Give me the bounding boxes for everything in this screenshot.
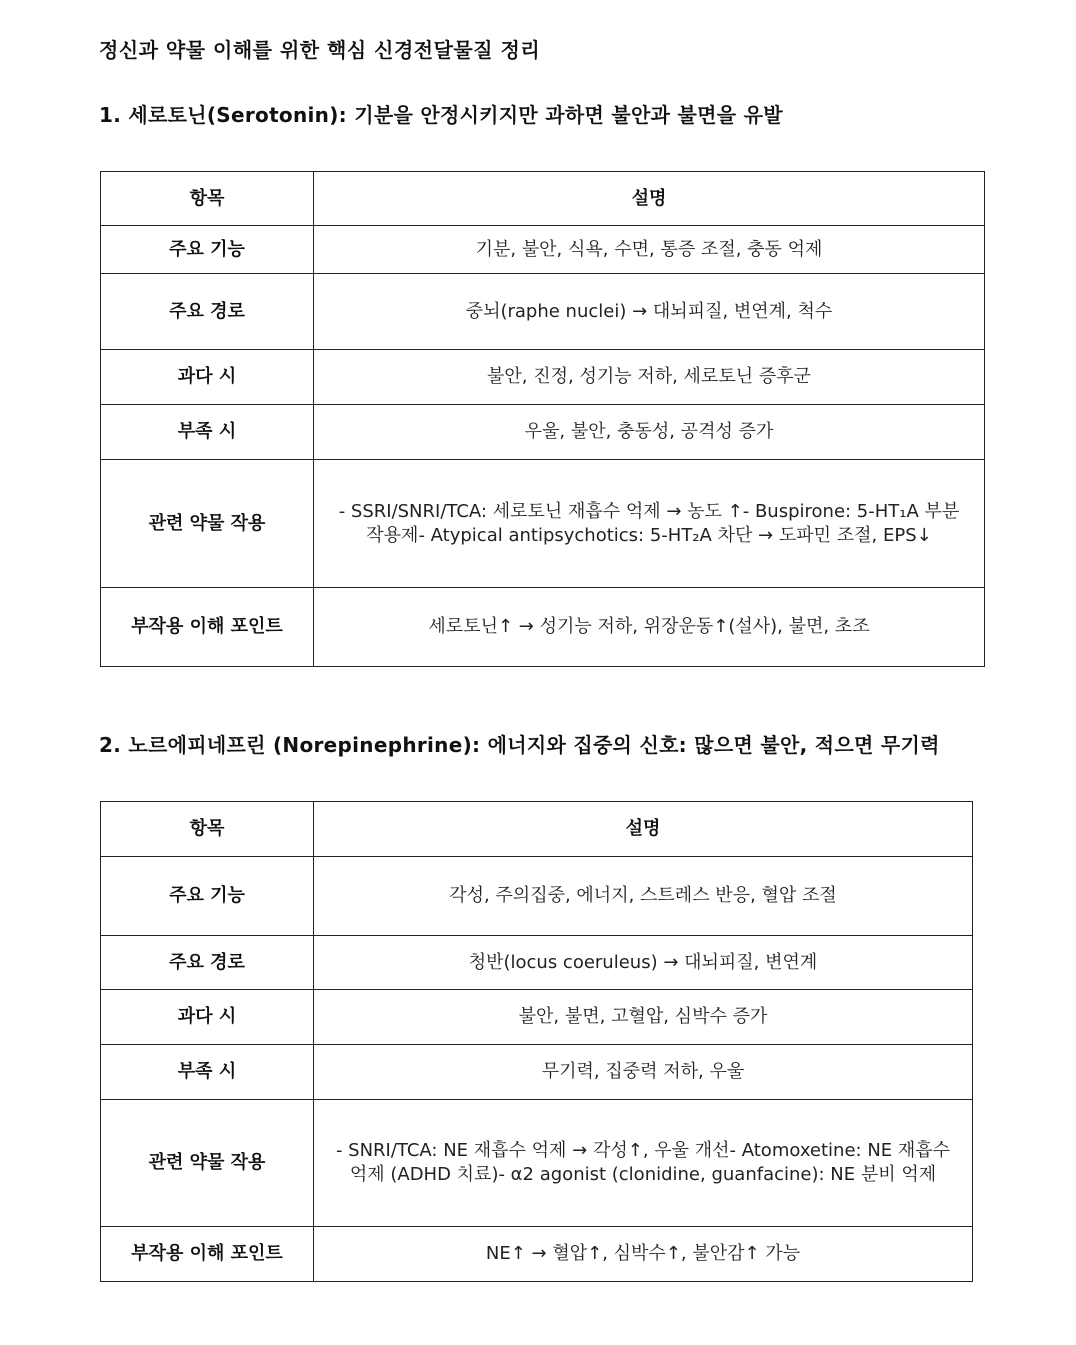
- table-row: [101, 274, 985, 350]
- row-label: 과다 시: [101, 350, 314, 405]
- section-heading-norepinephrine: 2. 노르에피네프린 (Norepinephrine): 에너지와 집중의 신호: 많으면 불안, 적으면 무기력: [99, 733, 940, 757]
- row-description: 세로토닌↑ → 성기능 저하, 위장운동↑(설사), 불면, 초조: [314, 588, 985, 667]
- table-row: [101, 936, 973, 990]
- row-description: 무기력, 집중력 저하, 우울: [314, 1045, 973, 1100]
- table-row: [101, 460, 985, 588]
- row-description: NE↑ → 혈압↑, 심박수↑, 불안감↑ 가능: [314, 1227, 973, 1282]
- header-item: 항목: [101, 172, 314, 226]
- table-row: [101, 405, 985, 460]
- row-description: 청반(locus coeruleus) → 대뇌피질, 변연계: [314, 936, 973, 990]
- norepinephrine-table: [100, 801, 973, 1282]
- table-header-row: [101, 172, 985, 226]
- row-description: 우울, 불안, 충동성, 공격성 증가: [314, 405, 985, 460]
- row-label: 주요 기능: [101, 857, 314, 936]
- row-description: 기분, 불안, 식욕, 수면, 통증 조절, 충동 억제: [314, 226, 985, 274]
- row-description: - SNRI/TCA: NE 재흡수 억제 → 각성↑, 우울 개선- Atomoxetine: NE 재흡수 억제 (ADHD 치료)- α2 agonist (clonidine, guanfacine): NE 분비 억제: [314, 1100, 973, 1227]
- table-row: [101, 350, 985, 405]
- row-label: 부작용 이해 포인트: [101, 588, 314, 667]
- row-description: - SSRI/SNRI/TCA: 세로토닌 재흡수 억제 → 농도 ↑- Buspirone: 5-HT₁A 부분 작용제- Atypical antipsychotics: 5-HT₂A 차단 → 도파민 조절, EPS↓: [314, 460, 985, 588]
- row-description: 불안, 진정, 성기능 저하, 세로토닌 증후군: [314, 350, 985, 405]
- row-label: 과다 시: [101, 990, 314, 1045]
- document-title: 정신과 약물 이해를 위한 핵심 신경전달물질 정리: [99, 38, 541, 62]
- header-description: 설명: [314, 802, 973, 857]
- row-label: 주요 경로: [101, 274, 314, 350]
- section-heading-serotonin: 1. 세로토닌(Serotonin): 기분을 안정시키지만 과하면 불안과 불면을 유발: [99, 103, 783, 127]
- table-row: [101, 990, 973, 1045]
- row-label: 관련 약물 작용: [101, 1100, 314, 1227]
- table-header-row: [101, 802, 973, 857]
- table-row: [101, 1100, 973, 1227]
- row-description: 불안, 불면, 고혈압, 심박수 증가: [314, 990, 973, 1045]
- serotonin-table: [100, 171, 985, 667]
- row-label: 부작용 이해 포인트: [101, 1227, 314, 1282]
- row-label: 주요 기능: [101, 226, 314, 274]
- row-description: 중뇌(raphe nuclei) → 대뇌피질, 변연계, 척수: [314, 274, 985, 350]
- row-label: 주요 경로: [101, 936, 314, 990]
- table-row: [101, 588, 985, 667]
- row-label: 부족 시: [101, 405, 314, 460]
- table-row: [101, 226, 985, 274]
- row-label: 관련 약물 작용: [101, 460, 314, 588]
- row-description: 각성, 주의집중, 에너지, 스트레스 반응, 혈압 조절: [314, 857, 973, 936]
- table-row: [101, 857, 973, 936]
- header-description: 설명: [314, 172, 985, 226]
- table-row: [101, 1227, 973, 1282]
- header-item: 항목: [101, 802, 314, 857]
- row-label: 부족 시: [101, 1045, 314, 1100]
- table-row: [101, 1045, 973, 1100]
